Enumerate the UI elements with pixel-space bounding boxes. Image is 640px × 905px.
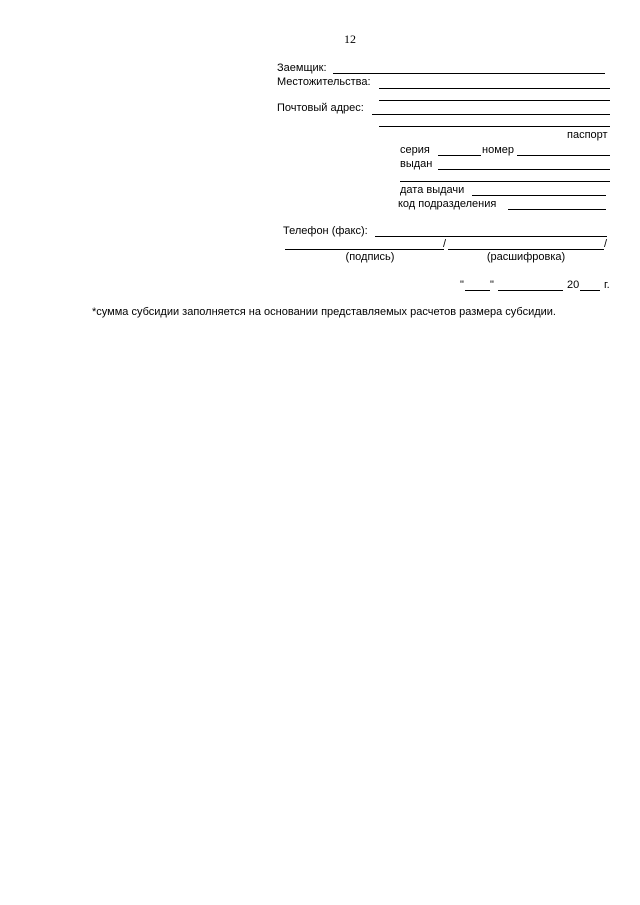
borrower-field-line[interactable] — [333, 73, 605, 74]
date-year-field-line[interactable] — [580, 290, 600, 291]
residence-field-line[interactable] — [379, 88, 610, 89]
residence-field-line-2[interactable] — [379, 100, 610, 101]
date-year-suffix: г. — [604, 279, 610, 291]
issue-date-field-line[interactable] — [472, 195, 606, 196]
date-quote-close: " — [490, 279, 494, 291]
passport-label: паспорт — [567, 129, 608, 141]
date-day-field-line[interactable] — [465, 290, 490, 291]
slash-end: / — [604, 238, 608, 250]
postal-address-field-line-2[interactable] — [379, 126, 610, 127]
issued-field-line-2[interactable] — [400, 181, 610, 182]
date-quote-open: " — [460, 279, 464, 291]
signature-caption: (подпись) — [345, 251, 395, 263]
postal-address-field-line[interactable] — [372, 114, 610, 115]
decryption-caption: (расшифровка) — [486, 251, 566, 263]
footnote: *сумма субсидии заполняется на основании представляемых расчетов размера субсидии. — [92, 306, 556, 318]
date-year-prefix: 20 — [567, 279, 580, 291]
number-label: номер — [482, 144, 514, 156]
dept-code-field-line[interactable] — [508, 209, 606, 210]
dept-code-label: код подразделения — [398, 198, 497, 210]
borrower-label: Заемщик: — [277, 62, 327, 74]
postal-address-label: Почтовый адрес: — [277, 102, 364, 114]
slash-separator: / — [443, 238, 447, 250]
number-field-line[interactable] — [517, 155, 610, 156]
series-label: серия — [400, 144, 430, 156]
date-month-field-line[interactable] — [498, 290, 563, 291]
issued-label: выдан — [400, 158, 433, 170]
issue-date-label: дата выдачи — [400, 184, 465, 196]
signature-field-line[interactable] — [285, 249, 444, 250]
issued-field-line[interactable] — [438, 169, 610, 170]
residence-label: Местожительства: — [277, 76, 371, 88]
decryption-field-line[interactable] — [448, 249, 604, 250]
series-field-line[interactable] — [438, 155, 481, 156]
phone-field-line[interactable] — [375, 236, 607, 237]
page-number: 12 — [344, 32, 356, 46]
phone-label: Телефон (факс): — [283, 225, 368, 237]
